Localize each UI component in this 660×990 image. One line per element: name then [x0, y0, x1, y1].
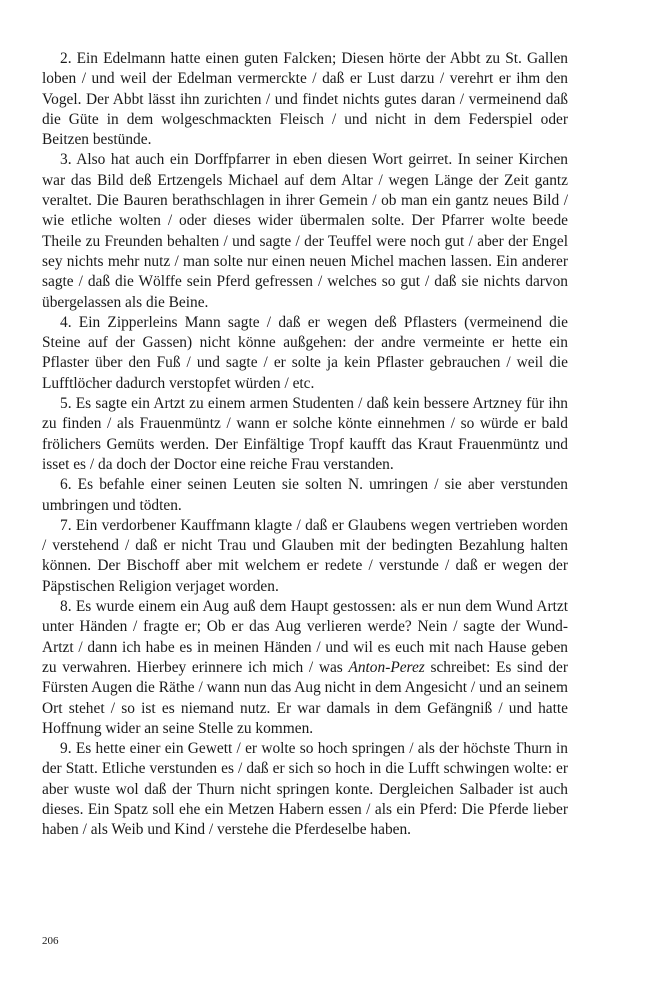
paragraph-3 — [42, 150, 568, 312]
paragraph-text: 9. Es hette einer ein Gewett / er wolte so hoch springen / als der höchste Thurn in der Statt. Etliche verstunden es / daß er sich so hoch in die Lufft schwingen wolte: er aber wuste wol daß der Thurn nicht springen konte. Dergleichen Salbader ist auch dieses. Ein Spatz soll ehe ein Metzen Habern essen / als ein Pferd: Die Pferde lieber haben / als Weib und Kind / verstehe die Pferdeselbe haben. — [42, 740, 568, 839]
paragraph-text: 3. Also hat auch ein Dorffpfarrer in eben diesen Wort geirret. In seiner Kirchen war das Bild deß Ertzengels Michael auf dem Altar / wegen Länge der Zeit gantz veraltet. Die Bauren berathschlagen in ihrer Gemein / ob man ein gantz neues Bild / wie etliche wolten / oder dieses wider übermalen solte. Der Pfarrer wolte beede Theile zu Freunden behalten / und sagte / der Teuffel were noch gut / aber der Engel sey nichts mehr nutz / man solte nur einen neuen Michel machen lassen. Ein anderer sagte / daß die Wölffe sein Pferd gefressen / welches so gut / daß sie nichts darvon übergelassen als die Beine. — [42, 151, 568, 311]
paragraph-text: 2. Ein Edelmann hatte einen guten Falcken; Diesen hörte der Abbt zu St. Gallen loben / und weil der Edelman vermerckte / daß er Lust darzu / verehrt er ihm den Vogel. Der Abbt lässt ihn zurichten / und findet nichts gutes daran / vermeinend daß die Güte in dem wolgeschmackten Fleisch / und nicht in dem Federspiel oder Beitzen bestünde. — [42, 50, 568, 149]
paragraph-7 — [42, 516, 568, 597]
paragraph-text: 4. Ein Zipperleins Mann sagte / daß er wegen deß Pflasters (vermeinend die Steine auf der Gassen) nicht könne außgehen: der andre vermeinte er hette ein Pflaster über den Fuß / und sagte / er solte ja kein Pflaster gebrauchen / weil die Lufftlöcher dadurch verstopfet würden / etc. — [42, 313, 568, 392]
paragraph-8 — [42, 597, 568, 739]
paragraph-text: 6. Es befahle einer seinen Leuten sie solten N. umringen / sie aber verstunden umbringen und tödten. — [42, 476, 568, 514]
paragraph-2 — [42, 49, 568, 150]
paragraph-text: 7. Ein verdorbener Kauffmann klagte / daß er Glaubens wegen vertrieben worden / verstehend / daß er nicht Trau und Glauben mit der bedingten Bezahlung halten können. Der Bischoff aber mit welchem er redete / verstunde / daß er wegen der Päpstischen Religion verjaget worden. — [42, 516, 568, 595]
paragraph-5 — [42, 394, 568, 475]
paragraph-text-before-citation: 8. Es wurde einem ein Aug auß dem Haupt gestossen: als er nun dem Wund Artzt unter Händen / fragte er; Ob er das Aug verlieren werde? Nein / sagte der Wund-Artzt / dann ich habe es in meinen Händen / und wil es euch mit nach Hause geben zu verwahren. Hierbey erinnere ich mich / was — [42, 598, 568, 676]
page-body — [42, 49, 568, 841]
cited-author: Anton-Perez — [348, 658, 425, 676]
paragraph-9 — [42, 739, 568, 840]
page-number: 206 — [42, 935, 59, 947]
paragraph-6 — [42, 475, 568, 516]
paragraph-text: 5. Es sagte ein Artzt zu einem armen Studenten / daß kein bessere Artzney für ihn zu finden / als Frauenmüntz / wann er solche könte einnehmen / so würde er bald frölichers Gemüts werden. Der Einfältige Tropf kaufft das Kraut Frauenmüntz und isset es / da doch der Doctor eine reiche Frau verstanden. — [42, 395, 568, 473]
paragraph-text-after-citation: schreibet: Es sind der Fürsten Augen die Räthe / wann nun das Aug nicht in dem Angesicht / und an seinem Ort stehet / so ist es niemand nutz. Er war damals in dem Gefängniß / und hatte Hoffnung wider an seine Stelle zu kommen. — [42, 658, 568, 737]
paragraph-4 — [42, 313, 568, 394]
